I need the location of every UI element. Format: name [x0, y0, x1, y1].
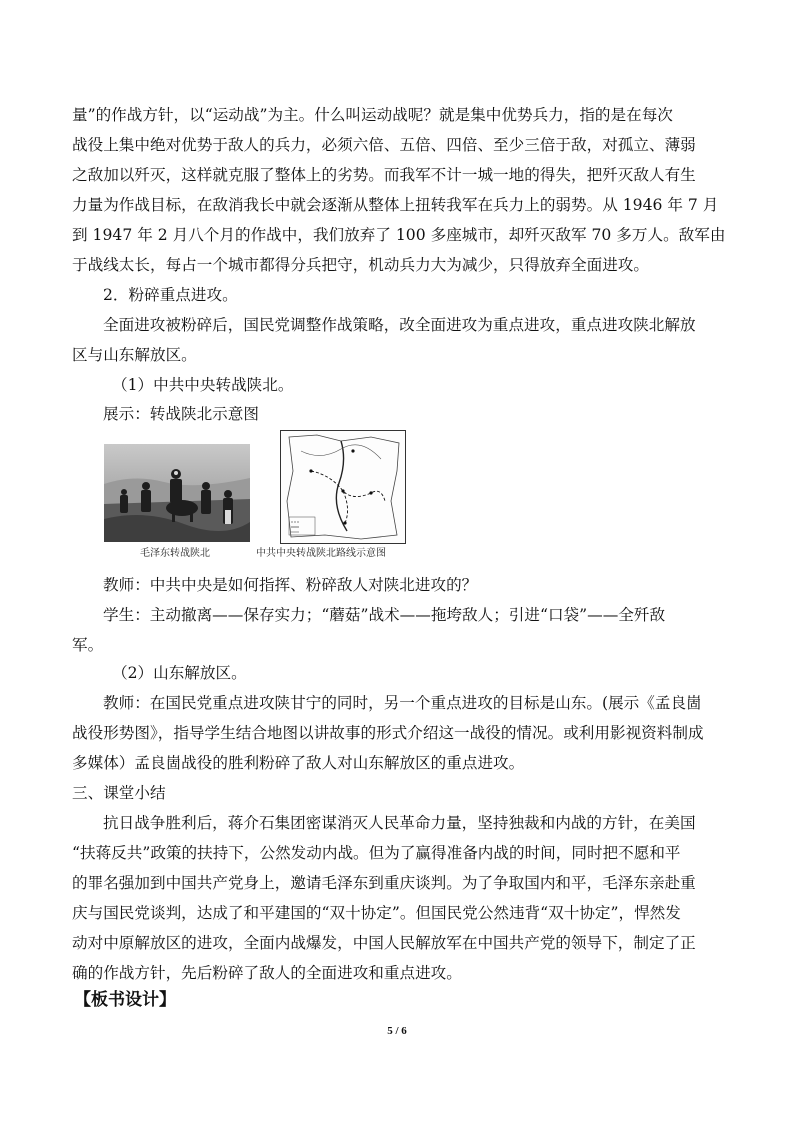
student-answer [72, 600, 722, 660]
figure-shaanbei [104, 430, 424, 558]
text-line: 于战线太长，每占一个城市都得分兵把守，机动兵力大为减少，只得放弃全面进攻。 [72, 256, 649, 274]
subheading-text: （2）山东解放区。 [112, 664, 247, 682]
caption-map: 中共中央转战陕北路线示意图 [256, 548, 386, 559]
paragraph-summary [72, 808, 722, 988]
text-line: 到 1947 年 2 月八个月的作战中，我们放弃了 100 多座城市，却歼灭敌军 70 多万人。敌军由 [72, 226, 726, 244]
text-line: 之敌加以歼灭，这样就克服了整体上的劣势。而我军不计一城一地的得失，把歼灭敌人有生 [72, 166, 696, 184]
text-line: 学生：主动撤离——保存实力；“蘑菇”战术——拖垮敌人；引进“口袋”——全歼敌 [103, 606, 666, 624]
text-line: 多媒体）孟良崮战役的胜利粉碎了敌人对山东解放区的重点进攻。 [72, 754, 525, 772]
section-heading-text: 三、课堂小结 [72, 784, 166, 802]
text-line: 全面进攻被粉碎后，国民党调整作战策略，改全面进攻为重点进攻，重点进攻陕北解放 [103, 316, 696, 334]
teacher-text: 教师：中共中央是如何指挥、粉碎敌人对陕北进攻的？ [103, 576, 478, 594]
text-line: 战役形势图》，指导学生结合地图以讲故事的形式介绍这一战役的情况。或利用影视资料制成 [72, 724, 704, 742]
text-line: 庆与国民党谈判，达成了和平建国的“双十协定”。但国民党公然违背“双十协定”，悍然发 [72, 904, 681, 922]
map-shaanbei-route [280, 430, 406, 544]
text-line: 教师：在国民党重点进攻陕甘宁的同时，另一个重点进攻的目标是山东。(展示《孟良崮 [103, 694, 702, 712]
paragraph-key-attack [72, 310, 722, 370]
text-line: 确的作战方针，先后粉碎了敌人的全面进攻和重点进攻。 [72, 964, 462, 982]
photo-mao-shaanbei [104, 444, 250, 542]
instruction-text: 展示：转战陕北示意图 [103, 405, 259, 423]
text-line: 军。 [72, 636, 104, 654]
subheading-shaanbei [72, 370, 762, 400]
subheading-shandong [72, 658, 762, 688]
board-heading-text: 【板书设计】 [74, 990, 176, 1010]
page-number: 5 / 6 [387, 1025, 407, 1037]
text-line: 力量为作战目标，在敌消我长中就会逐渐从整体上扭转我军在兵力上的弱势。从 1946 年 7 月 [72, 196, 719, 214]
caption-photo: 毛泽东转战陕北 [140, 548, 210, 559]
subheading-smash-key-attack [72, 280, 753, 310]
board-design-heading [74, 985, 724, 1015]
paragraph-operations [72, 100, 726, 280]
teacher-menglianggu [72, 688, 722, 778]
teacher-question [72, 570, 753, 600]
text-line: “扶蒋反共”政策的扶持下，公然发动内战。但为了赢得准备内战的时间，同时把不愿和平 [72, 844, 681, 862]
show-instruction [72, 399, 753, 429]
text-line: 的罪名强加到中国共产党身上，邀请毛泽东到重庆谈判。为了争取国内和平，毛泽东亲赴重 [72, 874, 696, 892]
subheading-text: 2．粉碎重点进攻。 [103, 286, 238, 304]
text-line: 区与山东解放区。 [72, 346, 197, 364]
text-line: 量”的作战方针，以“运动战”为主。什么叫运动战呢？就是集中优势兵力，指的是在每次 [72, 106, 673, 124]
section-summary-heading [72, 778, 722, 808]
text-line: 抗日战争胜利后，蒋介石集团密谋消灭人民革命力量，坚持独裁和内战的方针，在美国 [103, 814, 696, 832]
text-line: 战役上集中绝对优势于敌人的兵力，必须六倍、五倍、四倍、至少三倍于敌，对孤立、薄弱 [72, 136, 696, 154]
text-line: 动对中原解放区的进攻，全面内战爆发，中国人民解放军在中国共产党的领导下，制定了正 [72, 934, 696, 952]
subheading-text: （1）中共中央转战陕北。 [112, 376, 294, 394]
